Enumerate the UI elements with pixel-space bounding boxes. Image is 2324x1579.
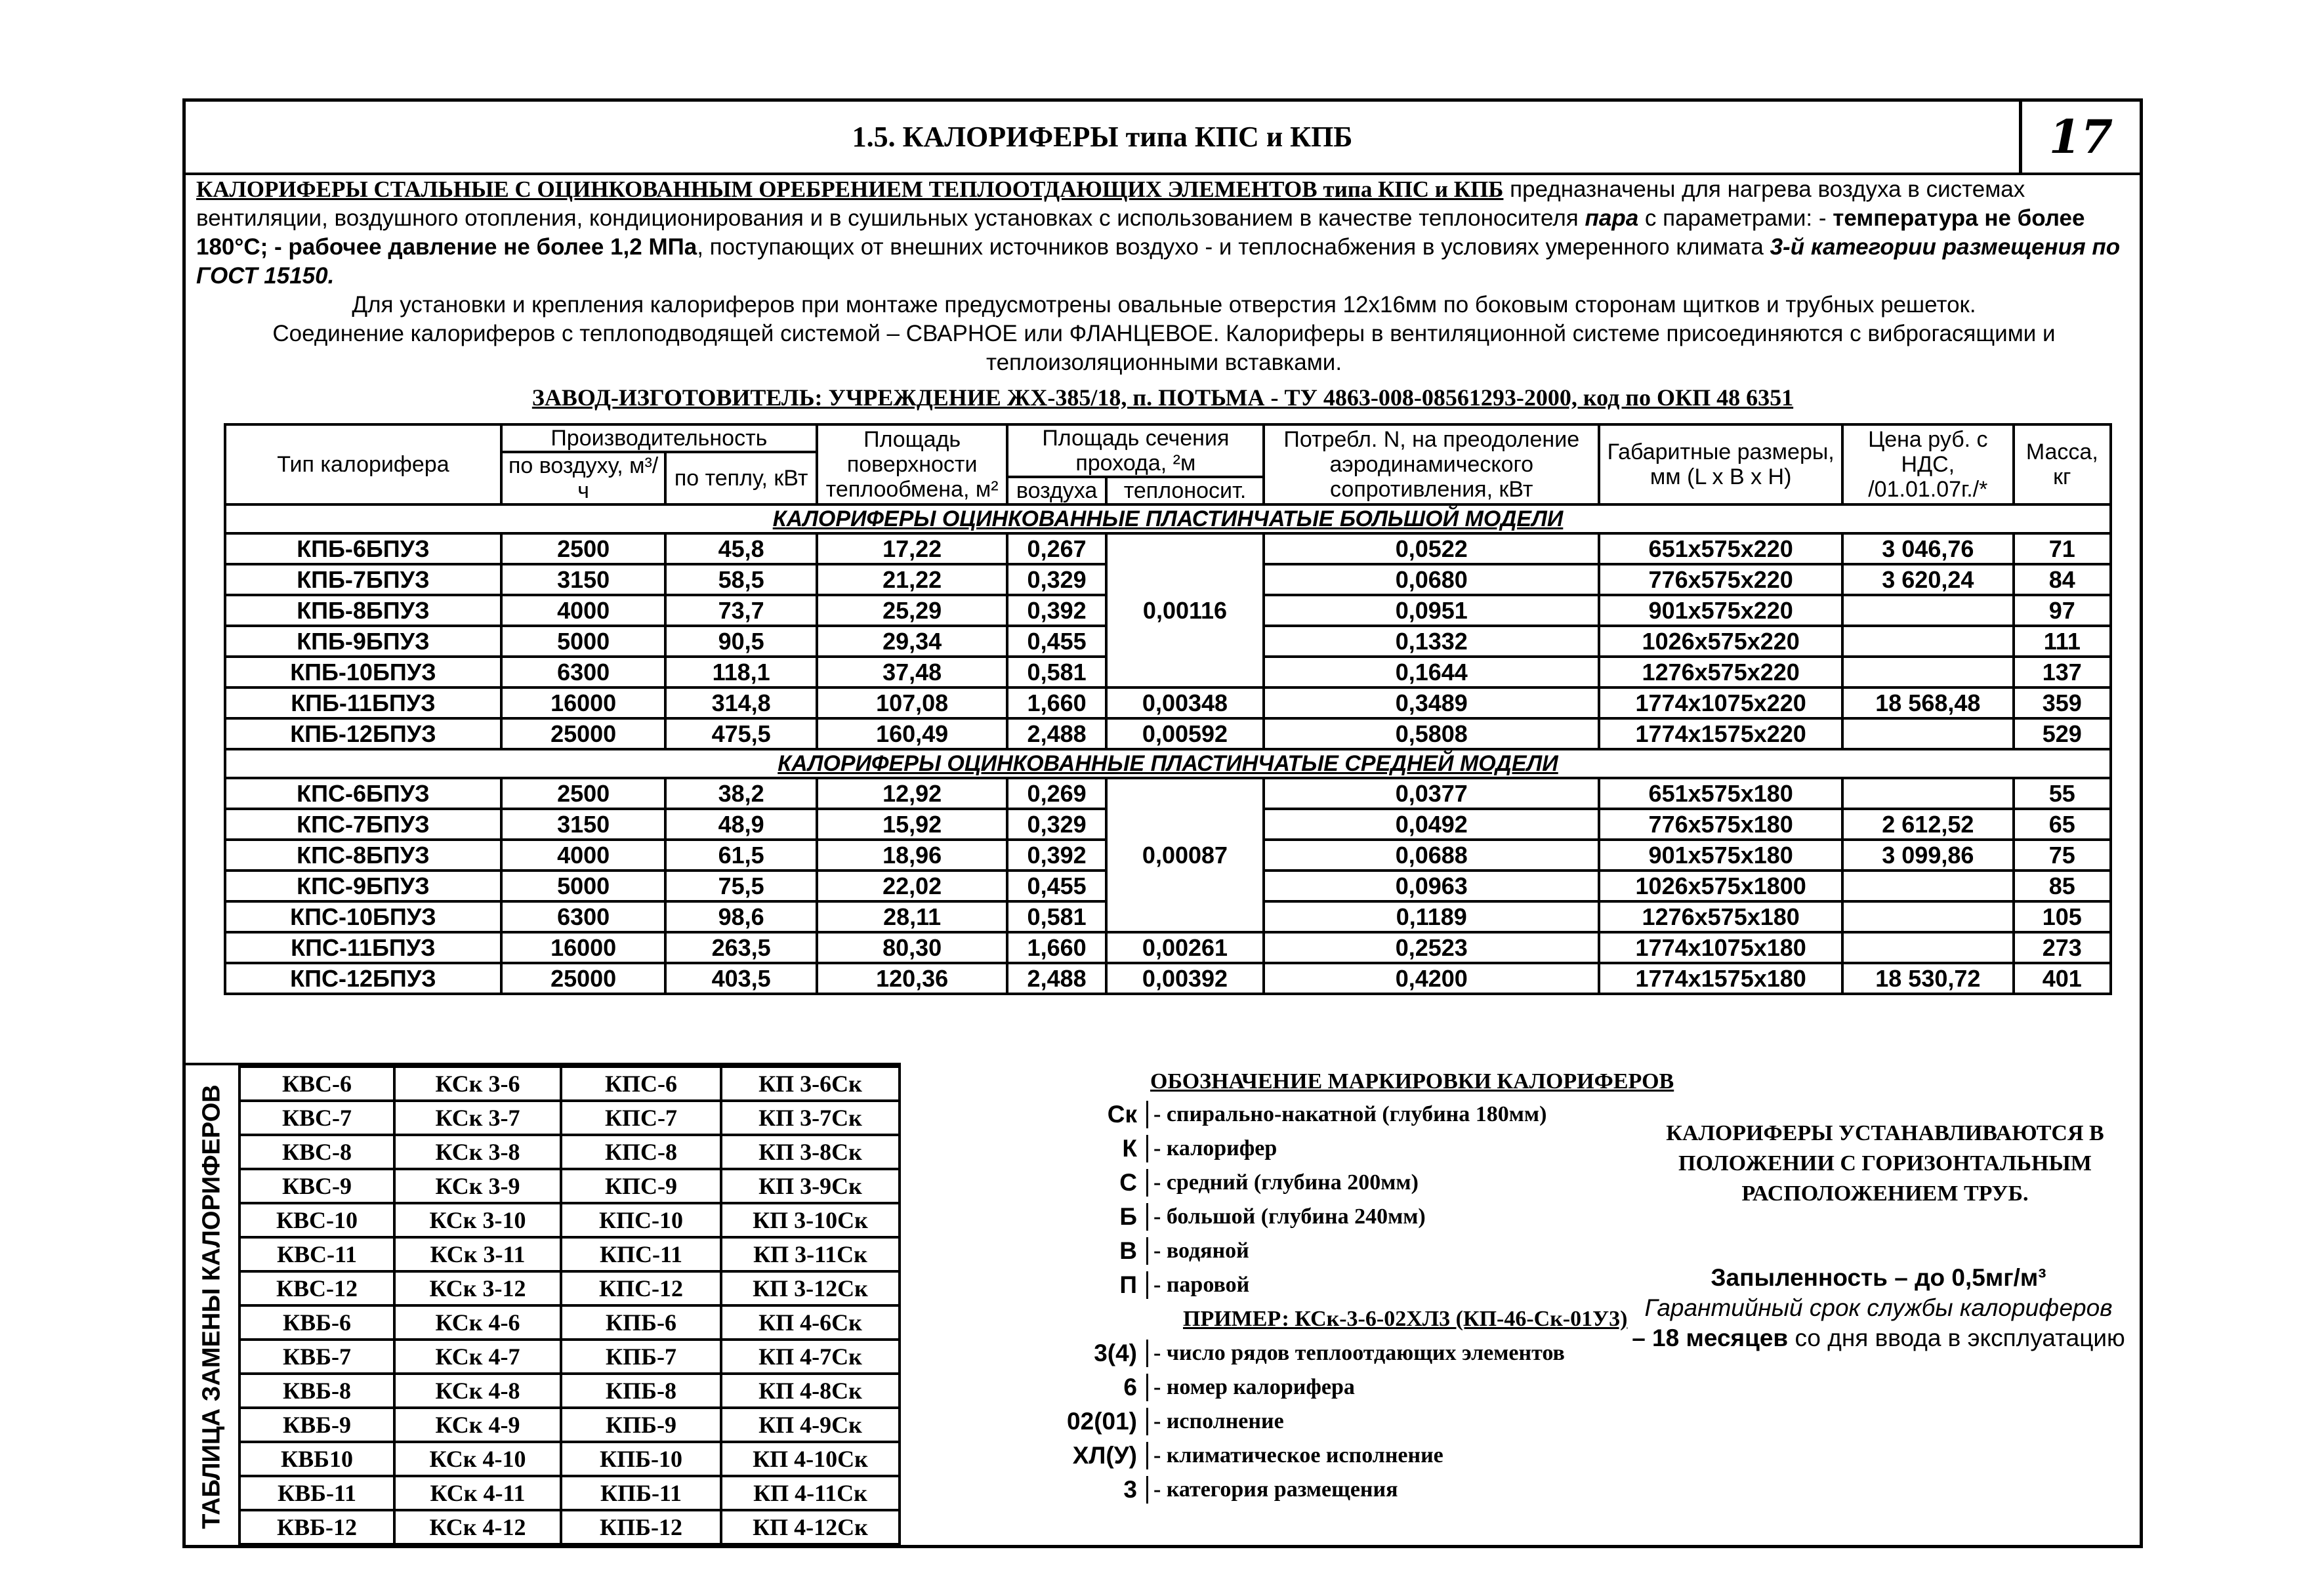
replacement-row (239, 1340, 900, 1374)
replacement-cell: КПС-7 (561, 1101, 721, 1135)
cell-type: КПБ-8БПУЗ (225, 595, 501, 626)
cell-heat: 48,9 (665, 809, 816, 840)
cell-type: КПБ-9БПУЗ (225, 626, 501, 657)
replacement-cell: КСк 3-8 (394, 1135, 561, 1169)
cell-sec-heat: 0,00261 (1106, 932, 1264, 963)
cell-heat: 98,6 (665, 901, 816, 932)
cell-dims: 1026x575x1800 (1599, 871, 1842, 901)
section-row (225, 749, 2111, 778)
warranty-label: Гарантийный срок службы калориферов (1644, 1294, 2113, 1321)
cell-air: 5000 (501, 626, 666, 657)
page-number: 17 (2019, 102, 2140, 173)
cell-sec-heat: 0,00116 (1106, 533, 1264, 687)
cell-type: КПС-8БПУЗ (225, 840, 501, 871)
legend-desc: - число рядов теплоотдающих элементов (1146, 1340, 1565, 1367)
replacement-cell: КП 3-6Ск (721, 1067, 900, 1101)
replacement-cell: КСк 4-6 (394, 1305, 561, 1340)
replacement-cell: КСк 4-8 (394, 1374, 561, 1408)
replacement-row (239, 1476, 900, 1510)
replacement-cell: КСк 3-7 (394, 1101, 561, 1135)
replacement-cell: КП 4-12Ск (721, 1510, 900, 1544)
cell-area: 80,30 (817, 932, 1008, 963)
cell-price (1842, 901, 2014, 932)
cell-heat: 263,5 (665, 932, 816, 963)
replacement-title: ТАБЛИЦА ЗАМЕНЫ КАЛОРИФЕРОВ (197, 1084, 226, 1529)
replacement-cell: КСк 4-11 (394, 1476, 561, 1510)
replacement-cell: КП 4-11Ск (721, 1476, 900, 1510)
table-row (225, 687, 2111, 718)
table-row (225, 778, 2111, 809)
cell-air: 25000 (501, 718, 666, 749)
cell-air: 2500 (501, 778, 666, 809)
replacement-cell: КПБ-9 (561, 1408, 721, 1442)
cell-area: 37,48 (817, 657, 1008, 687)
cell-dims: 1774x1575x220 (1599, 718, 1842, 749)
replacement-cell: КП 4-7Ск (721, 1340, 900, 1374)
header-area: Площадь поверхности теплообмена, м² (817, 424, 1008, 504)
replacement-row (239, 1101, 900, 1135)
header-sec-air: воздуха (1007, 477, 1106, 504)
cell-heat: 58,5 (665, 564, 816, 595)
cell-dims: 901x575x180 (1599, 840, 1842, 871)
legend-row (907, 1439, 1813, 1473)
replacement-cell: КВС-7 (239, 1101, 394, 1135)
header-type: Тип калорифера (225, 424, 501, 504)
cell-dims: 1774x1075x180 (1599, 932, 1842, 963)
intro-category: 3-й категории размещения по ГОСТ 15150. (196, 234, 2121, 289)
replacement-row (239, 1067, 900, 1101)
replacement-cell: КПБ-12 (561, 1510, 721, 1544)
replacement-row (239, 1135, 900, 1169)
cell-air: 6300 (501, 901, 666, 932)
cell-dims: 901x575x220 (1599, 595, 1842, 626)
legend-heading: ОБОЗНАЧЕНИЕ МАРКИРОВКИ КАЛОРИФЕРОВ (1150, 1069, 1674, 1094)
replacement-title-cell (186, 1065, 238, 1548)
replacement-cell: КВС-10 (239, 1203, 394, 1237)
cell-mass: 105 (2014, 901, 2111, 932)
replacement-cell: КСк 3-10 (394, 1203, 561, 1237)
replacement-row (239, 1271, 900, 1305)
legend-code: ХЛ(У) (1072, 1442, 1137, 1469)
replacement-cell: КП 3-8Ск (721, 1135, 900, 1169)
cell-mass: 65 (2014, 809, 2111, 840)
intro-text-c: , поступающих от внешних источников воздухо - и теплоснабжения в условиях умеренного климата (697, 234, 1770, 260)
cell-area: 22,02 (817, 871, 1008, 901)
legend-example-items (907, 1336, 1813, 1507)
cell-dims: 776x575x180 (1599, 809, 1842, 840)
cell-sec-air: 0,455 (1007, 626, 1106, 657)
replacement-cell: КВБ-12 (239, 1510, 394, 1544)
cell-area: 17,22 (817, 533, 1008, 564)
replacement-row (239, 1510, 900, 1544)
intro-text (196, 175, 2132, 377)
replacement-table-body (239, 1067, 900, 1544)
header-perf-air: по воздуху, м³/ч (501, 452, 666, 504)
legend-desc: - средний (глубина 200мм) (1146, 1169, 1419, 1197)
legend-code: 6 (1123, 1374, 1137, 1401)
header-mass: Масса, кг (2014, 424, 2111, 504)
replacement-cell: КСк 3-11 (394, 1237, 561, 1271)
cell-sec-air: 2,488 (1007, 963, 1106, 994)
cell-area: 107,08 (817, 687, 1008, 718)
replacement-cell: КП 3-11Ск (721, 1237, 900, 1271)
cell-area: 160,49 (817, 718, 1008, 749)
replacement-cell: КВС-9 (239, 1169, 394, 1203)
replacement-cell: КВБ-9 (239, 1408, 394, 1442)
cell-price (1842, 626, 2014, 657)
legend-desc: - номер калорифера (1146, 1374, 1355, 1401)
replacement-row (239, 1408, 900, 1442)
cell-price: 3 620,24 (1842, 564, 2014, 595)
cell-sec-air: 0,329 (1007, 564, 1106, 595)
warranty (1616, 1293, 2141, 1353)
replacement-cell: КПС-8 (561, 1135, 721, 1169)
cell-price: 18 530,72 (1842, 963, 2014, 994)
title-row (186, 102, 2140, 175)
cell-mass: 55 (2014, 778, 2111, 809)
legend-desc: - спирально-накатной (глубина 180мм) (1146, 1101, 1546, 1128)
section-title: КАЛОРИФЕРЫ ОЦИНКОВАННЫЕ ПЛАСТИНЧАТЫЕ СРЕДНЕЙ МОДЕЛИ (225, 749, 2111, 778)
cell-sec-heat: 0,00087 (1106, 778, 1264, 932)
intro-paragraph-1 (196, 175, 2132, 291)
replacement-cell: КПБ-8 (561, 1374, 721, 1408)
header-power: Потребл. N, на преодоление аэродинамического сопротивления, кВт (1264, 424, 1599, 504)
intro-text-a: предназначены для нагрева воздуха в системах вентиляции, воздушного отопления, кондиционирования и в сушильных установках с использованием в качестве теплоносителя (196, 176, 2025, 231)
cell-air: 16000 (501, 687, 666, 718)
cell-power: 0,0492 (1264, 809, 1599, 840)
cell-type: КПС-10БПУЗ (225, 901, 501, 932)
cell-dims: 651x575x220 (1599, 533, 1842, 564)
cell-type: КПБ-10БПУЗ (225, 657, 501, 687)
cell-power: 0,5808 (1264, 718, 1599, 749)
cell-power: 0,4200 (1264, 963, 1599, 994)
cell-sec-air: 2,488 (1007, 718, 1106, 749)
page-title: 1.5. КАЛОРИФЕРЫ типа КПС и КПБ (852, 121, 1353, 153)
cell-power: 0,3489 (1264, 687, 1599, 718)
cell-power: 0,0963 (1264, 871, 1599, 901)
warranty-rest: со дня ввода в эксплуатацию (1788, 1324, 2125, 1351)
cell-mass: 97 (2014, 595, 2111, 626)
cell-mass: 75 (2014, 840, 2111, 871)
cell-dims: 1026x575x220 (1599, 626, 1842, 657)
replacement-table (238, 1065, 901, 1546)
cell-type: КПБ-7БПУЗ (225, 564, 501, 595)
header-dims: Габаритные размеры, мм (L x B x H) (1599, 424, 1842, 504)
header-sec-heat: теплоносит. (1106, 477, 1264, 504)
table-row (225, 718, 2111, 749)
cell-power: 0,0688 (1264, 840, 1599, 871)
cell-power: 0,2523 (1264, 932, 1599, 963)
replacement-cell: КВБ-8 (239, 1374, 394, 1408)
replacement-row (239, 1237, 900, 1271)
cell-heat: 45,8 (665, 533, 816, 564)
cell-mass: 273 (2014, 932, 2111, 963)
cell-price (1842, 932, 2014, 963)
cell-sec-heat: 0,00592 (1106, 718, 1264, 749)
replacement-row (239, 1374, 900, 1408)
table-row (225, 963, 2111, 994)
replacement-cell: КВС-11 (239, 1237, 394, 1271)
replacement-cell: КВБ-6 (239, 1305, 394, 1340)
replacement-cell: КВБ10 (239, 1442, 394, 1476)
cell-power: 0,1189 (1264, 901, 1599, 932)
cell-power: 0,1332 (1264, 626, 1599, 657)
cell-mass: 85 (2014, 871, 2111, 901)
intro-heading: КАЛОРИФЕРЫ СТАЛЬНЫЕ С ОЦИНКОВАННЫМ ОРЕБРЕНИЕМ ТЕПЛООТДАЮЩИХ ЭЛЕМЕНТОВ типа КПС и КПБ (196, 176, 1504, 202)
cell-type: КПБ-11БПУЗ (225, 687, 501, 718)
cell-sec-air: 0,267 (1007, 533, 1106, 564)
intro-steam: пара (1585, 205, 1639, 231)
replacement-cell: КПС-10 (561, 1203, 721, 1237)
cell-mass: 401 (2014, 963, 2111, 994)
header-section: Площадь сечения прохода, ²м (1007, 424, 1264, 477)
warranty-term: – 18 месяцев (1632, 1324, 1789, 1351)
legend-code: С (1119, 1169, 1137, 1196)
cell-area: 18,96 (817, 840, 1008, 871)
cell-price: 18 568,48 (1842, 687, 2014, 718)
cell-dims: 651x575x180 (1599, 778, 1842, 809)
replacement-cell: КП 4-10Ск (721, 1442, 900, 1476)
replacement-cell: КПБ-10 (561, 1442, 721, 1476)
cell-heat: 61,5 (665, 840, 816, 871)
legend-desc: - исполнение (1146, 1408, 1284, 1435)
replacement-cell: КВБ-7 (239, 1340, 394, 1374)
replacement-cell: КПС-12 (561, 1271, 721, 1305)
replacement-row (239, 1305, 900, 1340)
header-perf: Производительность (501, 424, 817, 452)
replacement-cell: КСк 4-10 (394, 1442, 561, 1476)
cell-type: КПС-7БПУЗ (225, 809, 501, 840)
table-row (225, 932, 2111, 963)
replacement-cell: КВС-8 (239, 1135, 394, 1169)
cell-sec-air: 1,660 (1007, 687, 1106, 718)
replacement-cell: КПС-11 (561, 1237, 721, 1271)
legend-code: К (1122, 1135, 1137, 1162)
cell-air: 25000 (501, 963, 666, 994)
cell-power: 0,0522 (1264, 533, 1599, 564)
cell-sec-air: 0,455 (1007, 871, 1106, 901)
replacement-cell: КСк 3-6 (394, 1067, 561, 1101)
manufacturer-line: ЗАВОД-ИЗГОТОВИТЕЛЬ: УЧРЕЖДЕНИЕ ЖХ-385/18, п. ПОТЬМА - ТУ 4863-008-08561293-2000, код по ОКП 48 6351 (531, 384, 1794, 411)
cell-air: 5000 (501, 871, 666, 901)
cell-heat: 403,5 (665, 963, 816, 994)
cell-mass: 529 (2014, 718, 2111, 749)
cell-heat: 73,7 (665, 595, 816, 626)
cell-price (1842, 718, 2014, 749)
cell-heat: 75,5 (665, 871, 816, 901)
cell-price (1842, 657, 2014, 687)
legend-code: 3(4) (1094, 1340, 1137, 1366)
legend-row (907, 1473, 1813, 1507)
cell-sec-air: 0,581 (1007, 901, 1106, 932)
cell-mass: 111 (2014, 626, 2111, 657)
legend-code: 02(01) (1067, 1408, 1137, 1435)
legend-code: Б (1119, 1203, 1137, 1230)
cell-price: 3 046,76 (1842, 533, 2014, 564)
intro-paragraph-3: Соединение калориферов с теплоподводящей системой – СВАРНОЕ или ФЛАНЦЕВОЕ. Калориферы в вентиляционной системе присоединяются с виброгасящими и теплоизоляционными вставками. (272, 321, 2056, 375)
dust-limit: Запыленность – до 0,5мг/м³ (1711, 1264, 2046, 1291)
cell-power: 0,0951 (1264, 595, 1599, 626)
cell-sec-air: 0,392 (1007, 595, 1106, 626)
cell-price (1842, 871, 2014, 901)
legend-desc: - водяной (1146, 1237, 1249, 1265)
header-price: Цена руб. с НДС, /01.01.07г./* (1842, 424, 2014, 504)
cell-dims: 1774x1075x220 (1599, 687, 1842, 718)
table-row (225, 533, 2111, 564)
cell-air: 6300 (501, 657, 666, 687)
legend-code: П (1119, 1271, 1137, 1298)
replacement-cell: КВС-6 (239, 1067, 394, 1101)
cell-price: 3 099,86 (1842, 840, 2014, 871)
cell-area: 12,92 (817, 778, 1008, 809)
replacement-cell: КПБ-7 (561, 1340, 721, 1374)
cell-sec-air: 0,329 (1007, 809, 1106, 840)
cell-dims: 1276x575x220 (1599, 657, 1842, 687)
replacement-cell: КВС-12 (239, 1271, 394, 1305)
intro-params: температура не более 180°С; - рабочее давление не более 1,2 МПа (196, 205, 2085, 260)
intro-paragraph-2: Для установки и крепления калориферов при монтаже предусмотрены овальные отверстия 12х16мм по боковым сторонам щитков и трубных решеток. (352, 292, 1976, 318)
cell-area: 21,22 (817, 564, 1008, 595)
cell-mass: 359 (2014, 687, 2111, 718)
cell-air: 16000 (501, 932, 666, 963)
cell-dims: 1276x575x180 (1599, 901, 1842, 932)
cell-heat: 90,5 (665, 626, 816, 657)
replacement-cell: КПБ-6 (561, 1305, 721, 1340)
cell-type: КПС-12БПУЗ (225, 963, 501, 994)
cell-heat: 475,5 (665, 718, 816, 749)
replacement-cell: КП 4-8Ск (721, 1374, 900, 1408)
legend-desc: - калорифер (1146, 1135, 1277, 1162)
cell-type: КПС-6БПУЗ (225, 778, 501, 809)
legend-example: ПРИМЕР: КСк-3-6-02ХЛ3 (КП-46-Ск-01У3) (1183, 1307, 1628, 1331)
cell-power: 0,1644 (1264, 657, 1599, 687)
cell-sec-heat: 0,00392 (1106, 963, 1264, 994)
cell-air: 3150 (501, 809, 666, 840)
cell-heat: 118,1 (665, 657, 816, 687)
legend-desc: - категория размещения (1146, 1476, 1398, 1504)
cell-air: 3150 (501, 564, 666, 595)
cell-dims: 1774x1575x180 (1599, 963, 1842, 994)
cell-sec-air: 0,269 (1007, 778, 1106, 809)
dust-warranty-note (1616, 1263, 2141, 1353)
replacement-cell: КП 4-6Ск (721, 1305, 900, 1340)
replacement-cell: КСк 3-12 (394, 1271, 561, 1305)
install-note: КАЛОРИФЕРЫ УСТАНАВЛИВАЮТСЯ В ПОЛОЖЕНИИ С ГОРИЗОНТАЛЬНЫМ РАСПОЛОЖЕНИЕМ ТРУБ. (1666, 1121, 2104, 1206)
replacement-cell: КП 3-9Ск (721, 1169, 900, 1203)
cell-air: 4000 (501, 840, 666, 871)
legend-row (907, 1405, 1813, 1439)
cell-price (1842, 778, 2014, 809)
replacement-cell: КП 3-10Ск (721, 1203, 900, 1237)
intro-text-b: с параметрами: - (1638, 205, 1833, 231)
cell-power: 0,0680 (1264, 564, 1599, 595)
header-perf-heat: по теплу, кВт (665, 452, 816, 504)
section-row (225, 504, 2111, 533)
legend-desc: - большой (глубина 240мм) (1146, 1203, 1426, 1231)
cell-mass: 137 (2014, 657, 2111, 687)
legend-desc: - паровой (1146, 1271, 1249, 1299)
heaters-table-body (225, 504, 2111, 994)
replacement-cell: КСк 4-9 (394, 1408, 561, 1442)
replacement-cell: КПС-9 (561, 1169, 721, 1203)
cell-sec-air: 0,392 (1007, 840, 1106, 871)
cell-sec-air: 0,581 (1007, 657, 1106, 687)
section-title: КАЛОРИФЕРЫ ОЦИНКОВАННЫЕ ПЛАСТИНЧАТЫЕ БОЛЬШОЙ МОДЕЛИ (225, 504, 2111, 533)
cell-price (1842, 595, 2014, 626)
replacement-cell: КСк 3-9 (394, 1169, 561, 1203)
cell-type: КПС-9БПУЗ (225, 871, 501, 901)
replacement-row (239, 1442, 900, 1476)
cell-air: 2500 (501, 533, 666, 564)
cell-type: КПБ-6БПУЗ (225, 533, 501, 564)
replacement-cell: КПС-6 (561, 1067, 721, 1101)
legend-code: В (1119, 1237, 1137, 1264)
replacement-cell: КСк 4-12 (394, 1510, 561, 1544)
replacement-cell: КП 3-12Ск (721, 1271, 900, 1305)
replacement-cell: КПБ-11 (561, 1476, 721, 1510)
cell-heat: 38,2 (665, 778, 816, 809)
cell-sec-heat: 0,00348 (1106, 687, 1264, 718)
cell-dims: 776x575x220 (1599, 564, 1842, 595)
cell-power: 0,0377 (1264, 778, 1599, 809)
replacement-block (186, 1063, 901, 1548)
legend-row (907, 1370, 1813, 1405)
heaters-table (224, 423, 2112, 995)
cell-heat: 314,8 (665, 687, 816, 718)
replacement-row (239, 1203, 900, 1237)
legend-code: 3 (1123, 1476, 1137, 1503)
cell-area: 25,29 (817, 595, 1008, 626)
page-frame (182, 98, 2143, 1548)
cell-type: КПС-11БПУЗ (225, 932, 501, 963)
cell-area: 120,36 (817, 963, 1008, 994)
replacement-cell: КП 3-7Ск (721, 1101, 900, 1135)
cell-type: КПБ-12БПУЗ (225, 718, 501, 749)
replacement-row (239, 1169, 900, 1203)
replacement-cell: КП 4-9Ск (721, 1408, 900, 1442)
cell-mass: 84 (2014, 564, 2111, 595)
cell-area: 28,11 (817, 901, 1008, 932)
legend-desc: - климатическое исполнение (1146, 1442, 1443, 1469)
cell-air: 4000 (501, 595, 666, 626)
legend-code: Ск (1107, 1101, 1137, 1128)
cell-sec-air: 1,660 (1007, 932, 1106, 963)
cell-mass: 71 (2014, 533, 2111, 564)
cell-price: 2 612,52 (1842, 809, 2014, 840)
replacement-cell: КСк 4-7 (394, 1340, 561, 1374)
replacement-cell: КВБ-11 (239, 1476, 394, 1510)
cell-area: 15,92 (817, 809, 1008, 840)
cell-area: 29,34 (817, 626, 1008, 657)
